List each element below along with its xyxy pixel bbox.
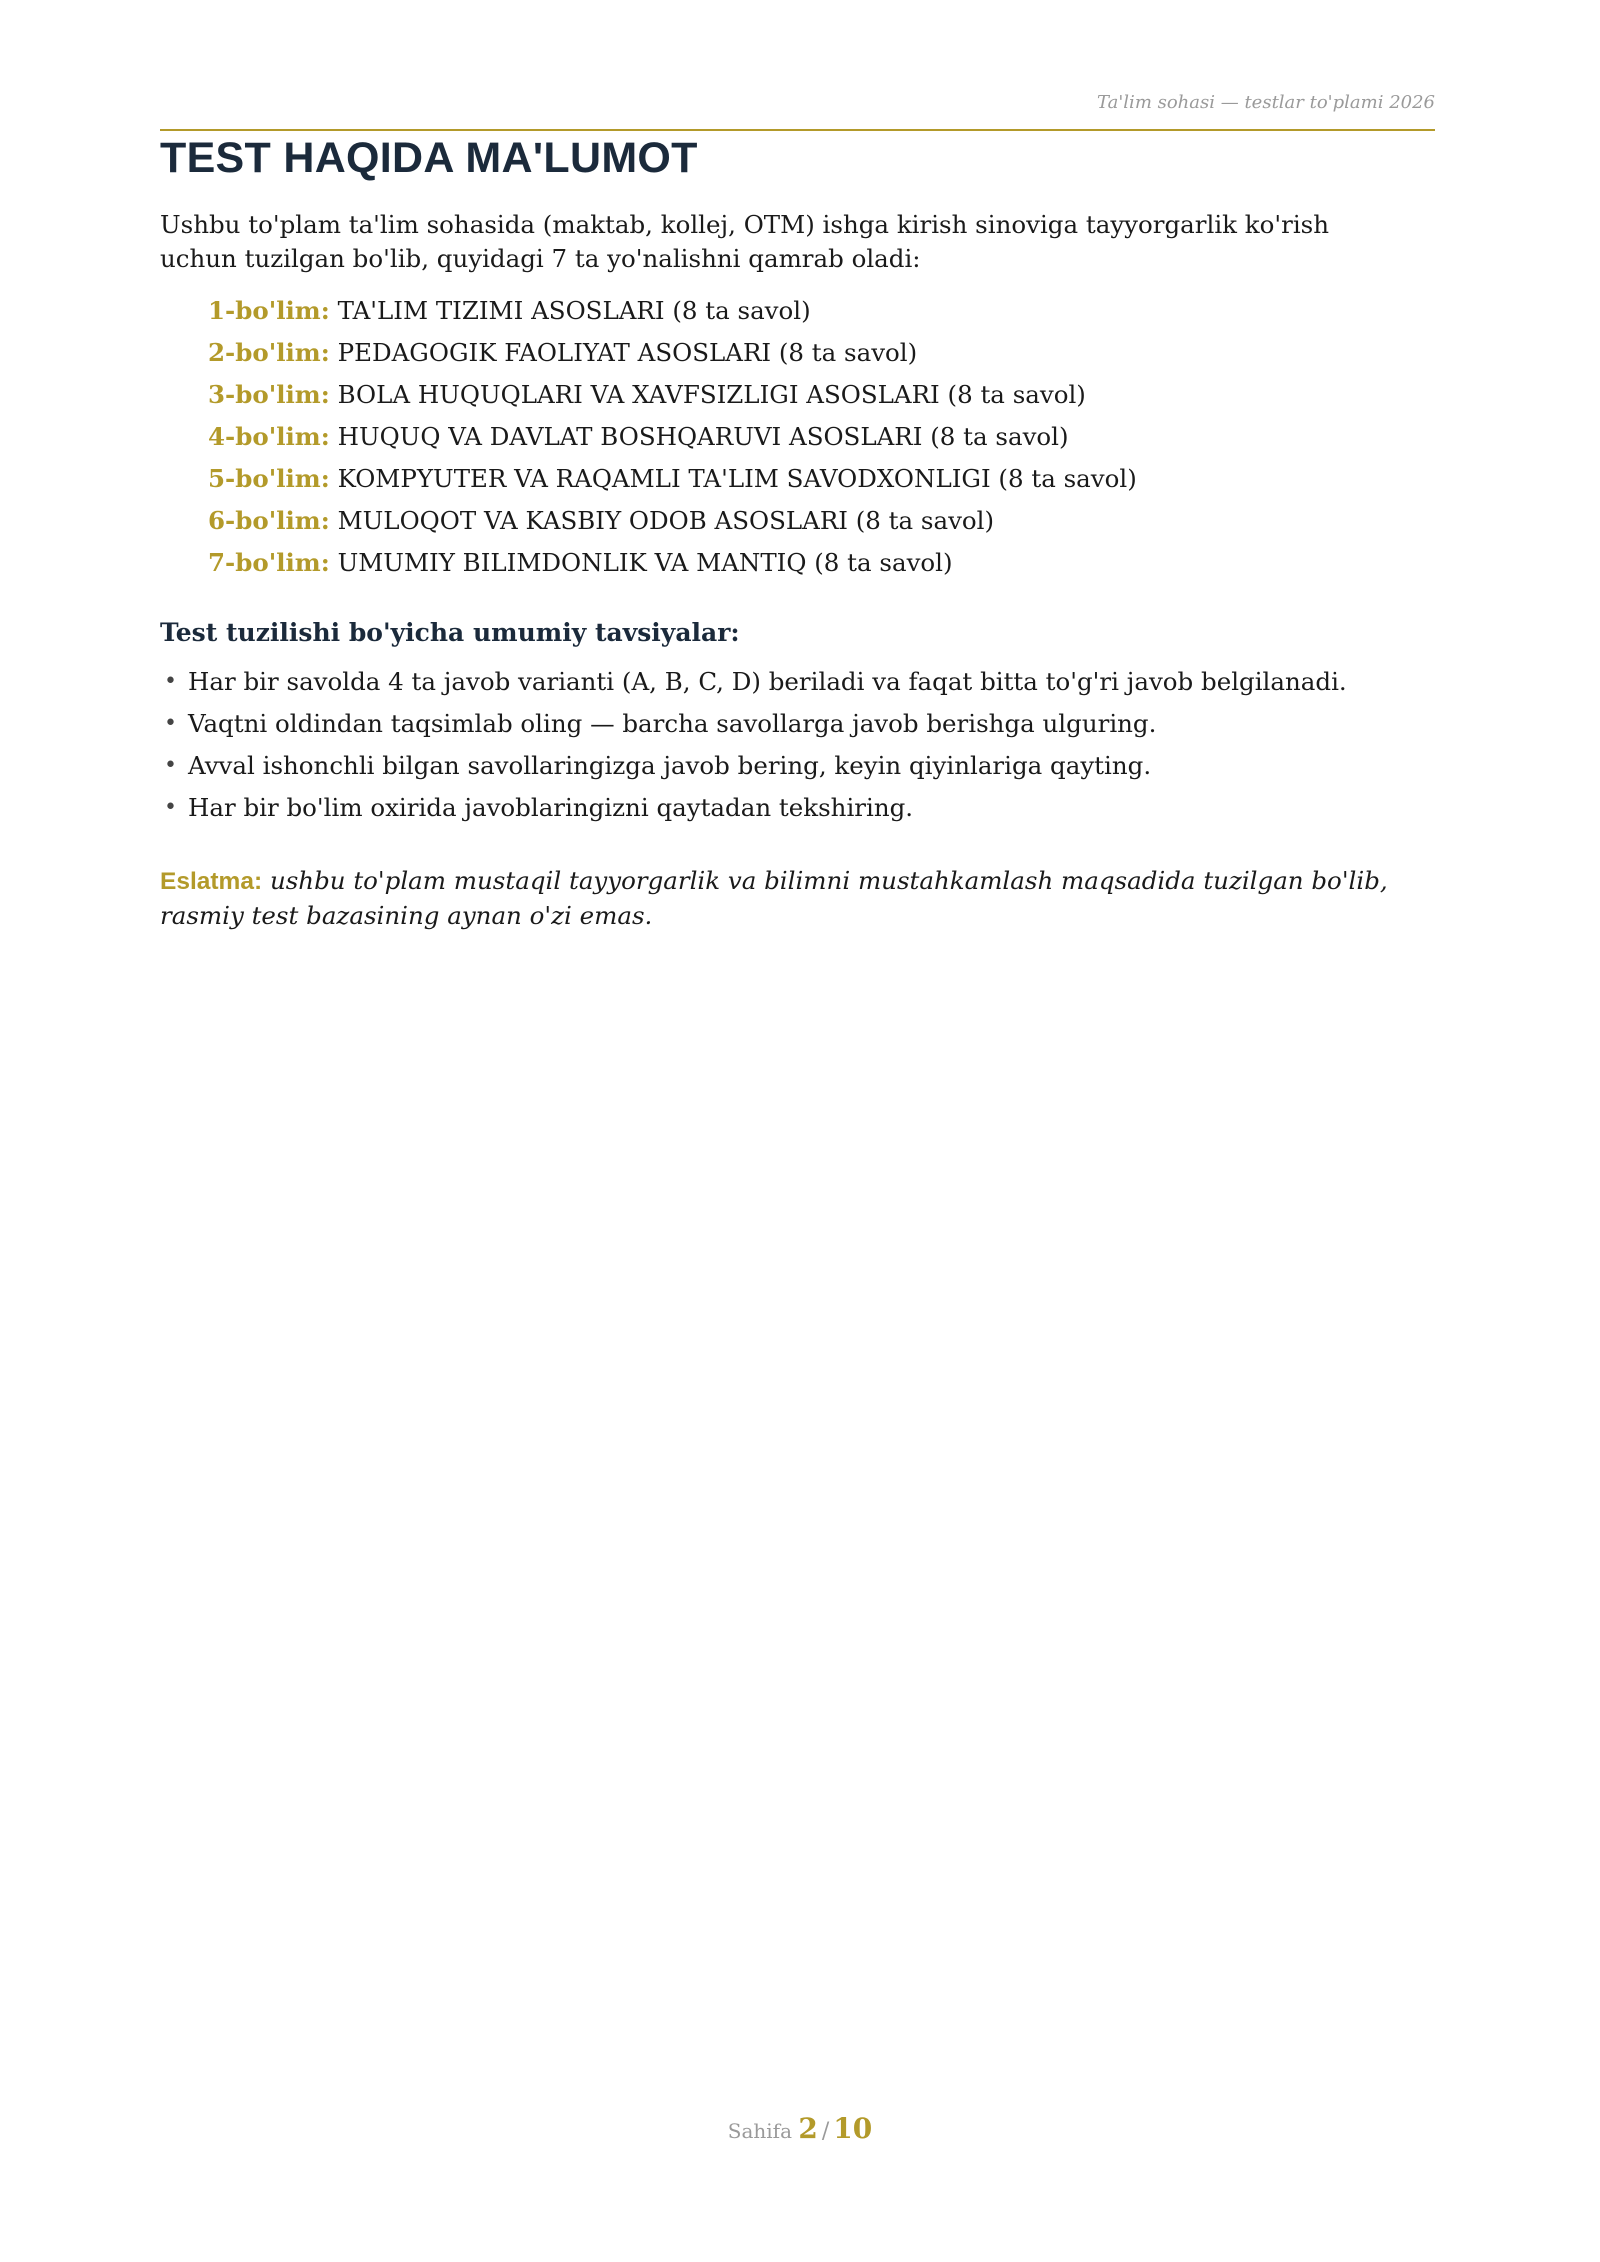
section-label: 3-bo'lim: [208,380,330,409]
section-label: 1-bo'lim: [208,296,330,325]
tips-heading: Test tuzilishi bo'yicha umumiy tavsiyalar: [160,618,740,647]
note-paragraph [160,864,1400,933]
page-footer [0,2112,1600,2145]
section-name: BOLA HUQUQLARI VA XAVFSIZLIGI ASOSLARI (8 ta savol) [337,380,1086,409]
header-divider [160,129,1435,131]
running-header: Ta'lim sohasi — testlar to'plami 2026 [1097,92,1435,113]
section-list [208,294,1137,588]
section-item [208,294,1137,336]
tip-text: Vaqtni oldindan taqsimlab oling — barcha savollarga javob berishga ulguring. [188,709,1157,738]
tips-list [160,665,1347,833]
section-label: 5-bo'lim: [208,464,330,493]
current-page-number: 2 [798,2112,818,2145]
section-name: KOMPYUTER VA RAQAMLI TA'LIM SAVODXONLIGI (8 ta savol) [337,464,1137,493]
section-item [208,546,1137,588]
bullet-icon: • [164,669,177,694]
note-label: Eslatma: [160,868,263,895]
tip-text: Har bir savolda 4 ta javob varianti (A, B, C, D) beriladi va faqat bitta to'g'ri javob belgilanadi. [188,667,1347,696]
note-text: ushbu to'plam mustaqil tayyorgarlik va bilimni mustahkamlash maqsadida tuzilgan bo'lib, rasmiy test bazasining aynan o'zi emas. [160,866,1388,930]
section-label: 7-bo'lim: [208,548,330,577]
tip-text: Avval ishonchli bilgan savollaringizga javob bering, keyin qiyinlariga qayting. [188,751,1152,780]
section-item [208,504,1137,546]
page-separator: / [821,2119,830,2144]
tip-item [160,749,1347,791]
tip-item [160,665,1347,707]
section-name: HUQUQ VA DAVLAT BOSHQARUVI ASOSLARI (8 ta savol) [337,422,1069,451]
section-label: 2-bo'lim: [208,338,330,367]
total-pages-number: 10 [833,2112,873,2145]
page-title: TEST HAQIDA MA'LUMOT [160,134,698,182]
section-item [208,420,1137,462]
section-item [208,336,1137,378]
section-item [208,378,1137,420]
section-name: TA'LIM TIZIMI ASOSLARI (8 ta savol) [337,296,811,325]
page-label: Sahifa [727,2119,792,2143]
bullet-icon: • [164,795,177,820]
section-label: 4-bo'lim: [208,422,330,451]
bullet-icon: • [164,753,177,778]
tip-item [160,707,1347,749]
section-name: PEDAGOGIK FAOLIYAT ASOSLARI (8 ta savol) [337,338,918,367]
section-name: UMUMIY BILIMDONLIK VA MANTIQ (8 ta savol) [337,548,953,577]
section-label: 6-bo'lim: [208,506,330,535]
intro-paragraph: Ushbu to'plam ta'lim sohasida (maktab, kollej, OTM) ishga kirish sinoviga tayyorgarlik ko'rish uchun tuzilgan bo'lib, quyidagi 7 ta yo'nalishni qamrab oladi: [160,210,1330,273]
section-name: MULOQOT VA KASBIY ODOB ASOSLARI (8 ta savol) [337,506,995,535]
tip-item [160,791,1347,833]
bullet-icon: • [164,711,177,736]
tip-text: Har bir bo'lim oxirida javoblaringizni qaytadan tekshiring. [188,793,914,822]
section-item [208,462,1137,504]
